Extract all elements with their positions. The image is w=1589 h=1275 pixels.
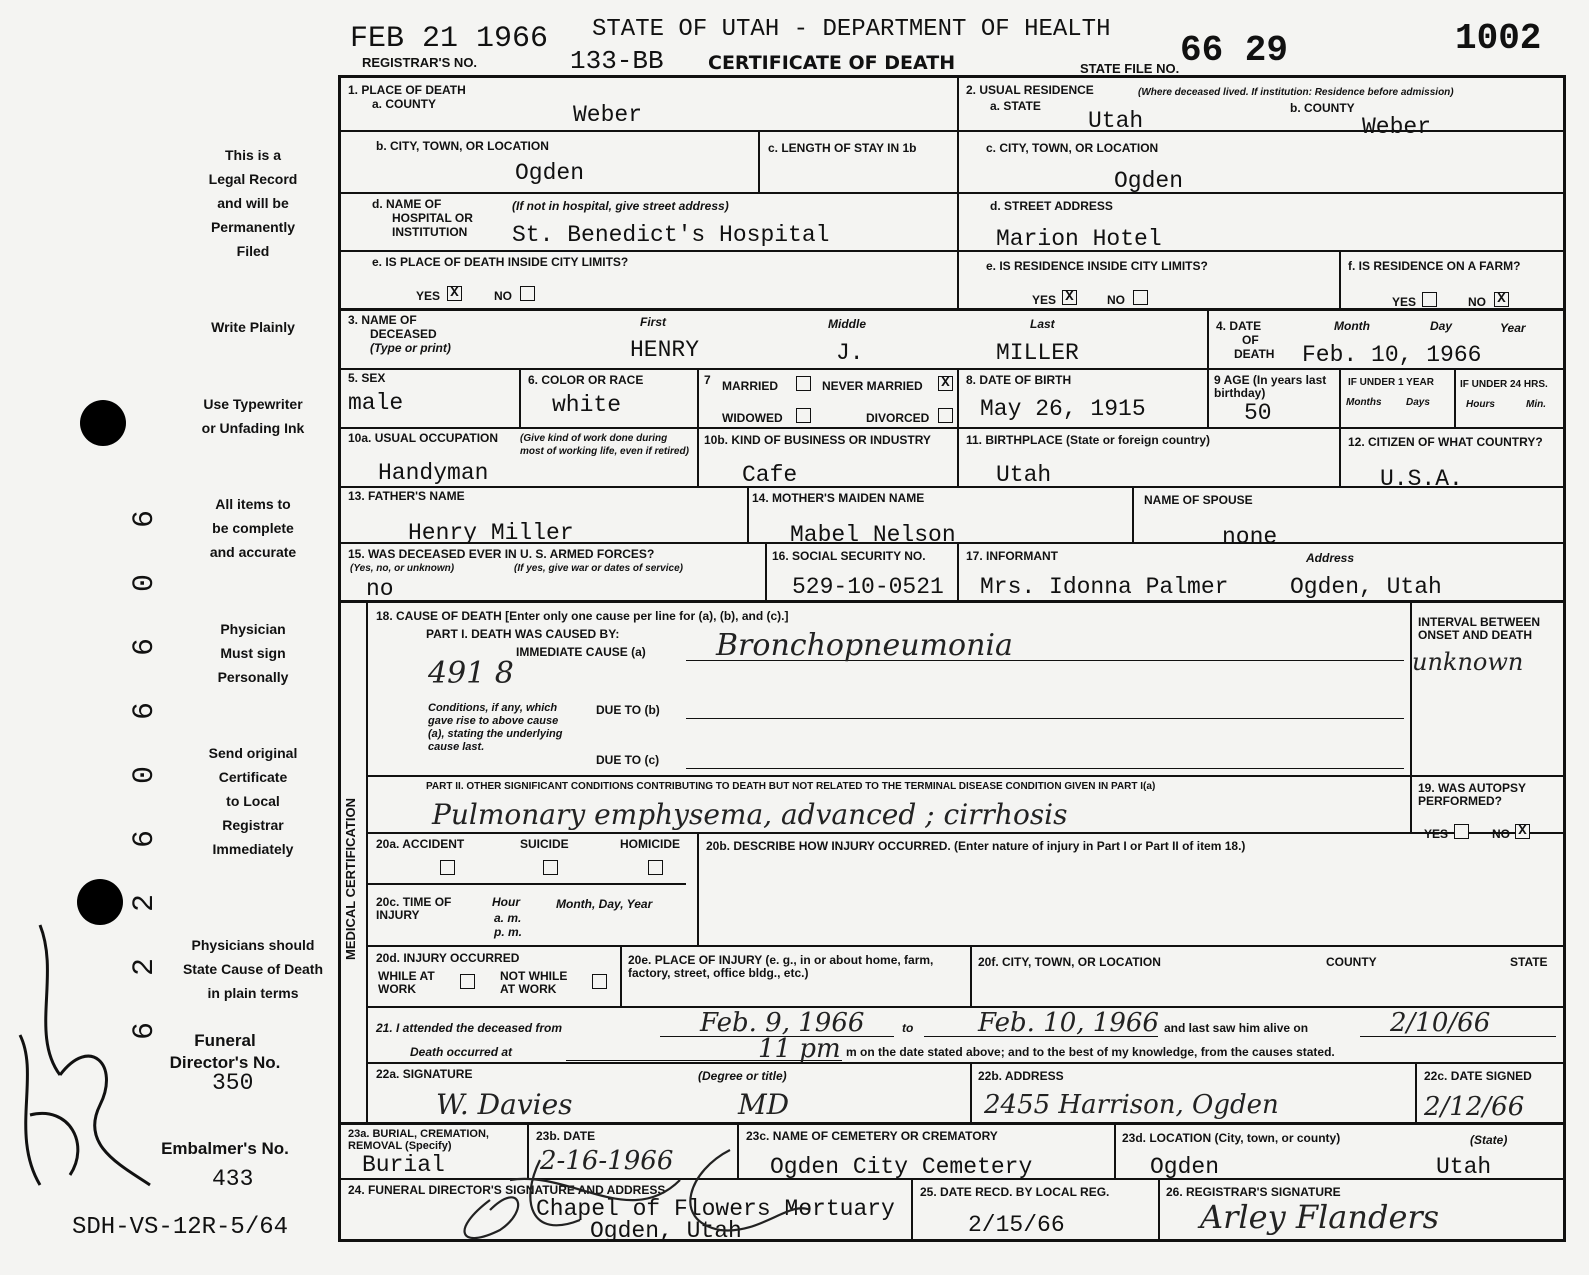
burial-date-value: 2-16-1966: [540, 1146, 674, 1176]
armed-note-2: (If yes, give war or dates of service): [514, 563, 683, 574]
widowed-checkbox[interactable]: [796, 408, 811, 423]
father-label: 13. FATHER'S NAME: [348, 489, 465, 503]
date-signed-label: 22c. DATE SIGNED: [1424, 1069, 1532, 1083]
citizen-value: U.S.A.: [1380, 466, 1463, 492]
under-24-hrs-label: IF UNDER 24 HRS.: [1460, 379, 1548, 390]
armed-forces-label: 15. WAS DECEASED EVER IN U. S. ARMED FORCES?: [348, 547, 655, 561]
serial-number: 1002: [1455, 18, 1542, 59]
yes-label: YES: [416, 289, 441, 303]
interval-label: INTERVAL BETWEEN ONSET AND DEATH: [1418, 615, 1541, 642]
occupation-note: (Give kind of work done during most of working life, even if retired): [520, 433, 689, 457]
physician-degree: MD: [738, 1088, 790, 1121]
cemetery-label: 23c. NAME OF CEMETERY OR CREMATORY: [746, 1129, 998, 1143]
dob-label: 8. DATE OF BIRTH: [966, 373, 1072, 387]
informant-value: Mrs. Idonna Palmer: [980, 574, 1229, 600]
item7-label: 7: [704, 373, 711, 387]
funeral-city-value: Ogden, Utah: [590, 1218, 742, 1244]
spouse-label: NAME OF SPOUSE: [1144, 493, 1253, 507]
degree-label: (Degree or title): [698, 1069, 787, 1083]
informant-label: 17. INFORMANT: [966, 549, 1059, 563]
autopsy-yes-label: YES: [1424, 827, 1449, 841]
divorced-checkbox[interactable]: [938, 408, 953, 423]
street-address-value: Marion Hotel: [996, 226, 1162, 252]
physician-note: Physician Must sign Personally: [217, 621, 289, 685]
ssn-value: 529-10-0521: [792, 574, 944, 600]
residence-state-label: a. STATE: [990, 99, 1041, 113]
place-of-injury-label: 20e. PLACE OF INJURY (e. g., in or about home, farm, factory, street, office bldg., etc.): [628, 953, 934, 980]
mother-label: 14. MOTHER'S MAIDEN NAME: [752, 491, 925, 505]
county-label: a. COUNTY: [372, 97, 437, 111]
sex-value: male: [348, 390, 404, 416]
widowed-label: WIDOWED: [722, 411, 783, 425]
no-label: NO: [1468, 295, 1486, 309]
informant-address-label: Address: [1306, 551, 1355, 565]
spouse-value: none: [1222, 524, 1278, 550]
physician-signature-label: 22a. SIGNATURE: [376, 1067, 473, 1081]
vertical-serial: 6 2 2 6 0 6 6 0 6: [128, 495, 162, 1040]
state-file-no: 66 29: [1180, 30, 1289, 71]
death-limits-no-checkbox[interactable]: [520, 286, 535, 301]
occupation-value: Handyman: [378, 460, 489, 486]
part2-value: Pulmonary emphysema, advanced ; cirrhosis: [432, 798, 1068, 831]
to-label: to: [902, 1021, 914, 1035]
funeral-director-label: Funeral Director's No.: [169, 1031, 281, 1072]
yes-label: YES: [1032, 293, 1057, 307]
residence-city-value: Ogden: [1114, 168, 1184, 194]
physician-signature: W. Davies: [436, 1088, 573, 1121]
residence-city-label: c. CITY, TOWN, OR LOCATION: [986, 141, 1159, 155]
suicide-checkbox[interactable]: [543, 860, 558, 875]
death-inside-limits-label: e. IS PLACE OF DEATH INSIDE CITY LIMITS?: [372, 255, 629, 269]
physician-address-label: 22b. ADDRESS: [978, 1069, 1064, 1083]
no-label: NO: [494, 289, 512, 303]
homicide-label: HOMICIDE: [620, 837, 680, 851]
residence-county-label: b. COUNTY: [1290, 101, 1355, 115]
street-address-label: d. STREET ADDRESS: [990, 199, 1113, 213]
funeral-home-value: Chapel of Flowers Mortuary: [536, 1196, 895, 1222]
registrar-no-label: REGISTRAR'S NO.: [362, 55, 478, 70]
mother-value: Mabel Nelson: [790, 522, 956, 548]
registrar-no: 133-BB: [570, 46, 664, 76]
death-city-value: Ogden: [515, 160, 585, 186]
location-value: Ogden: [1150, 1154, 1220, 1180]
birthplace-value: Utah: [996, 462, 1052, 488]
dob-value: May 26, 1915: [980, 396, 1146, 422]
agency-title: STATE OF UTAH - DEPARTMENT OF HEALTH: [592, 16, 1111, 43]
death-occurred-tail: m on the date stated above; and to the best of my knowledge, from the causes stated.: [846, 1045, 1335, 1059]
not-while-at-work-checkbox[interactable]: [592, 974, 607, 989]
burial-label: 23a. BURIAL, CREMATION, REMOVAL (Specify): [348, 1128, 489, 1152]
funeral-director-no: 350: [212, 1070, 254, 1096]
registrar-signature: Arley Flanders: [1200, 1198, 1440, 1236]
hospital-label-1: d. NAME OF: [372, 197, 442, 211]
homicide-checkbox[interactable]: [648, 860, 663, 875]
injury-description-label: 20b. DESCRIBE HOW INJURY OCCURRED. (Enter nature of injury in Part I or Part II of item 18.): [706, 839, 1246, 853]
registrar-signature-label: 26. REGISTRAR'S SIGNATURE: [1166, 1185, 1341, 1199]
hours-label: Hours: [1466, 399, 1495, 410]
date-of-death-label-1: 4. DATE: [1216, 319, 1262, 333]
plain-terms-note: Physicians should State Cause of Death in plain terms: [182, 937, 324, 1001]
place-of-death-label: 1. PLACE OF DEATH: [348, 83, 466, 97]
death-occurred-label: Death occurred at: [410, 1045, 513, 1059]
cause-of-death-label: 18. CAUSE OF DEATH [Enter only one cause per line for (a), (b), and (c).]: [376, 609, 789, 623]
punch-hole: [80, 400, 126, 446]
day-label: Day: [1430, 319, 1453, 333]
burial-date-label: 23b. DATE: [536, 1129, 596, 1143]
last-saw-value: 2/10/66: [1390, 1008, 1491, 1038]
attended-from-value: Feb. 9, 1966: [700, 1008, 865, 1038]
residence-inside-limits-label: e. IS RESIDENCE INSIDE CITY LIMITS?: [986, 259, 1208, 273]
birthplace-label: 11. BIRTHPLACE (State or foreign country): [966, 433, 1211, 447]
residence-county-value: Weber: [1362, 114, 1432, 140]
occupation-label: 10a. USUAL OCCUPATION: [348, 431, 499, 445]
deceased-name-label-1: 3. NAME OF: [348, 313, 417, 327]
send-original-note: Send original Certificate to Local Registrar Immediately: [208, 745, 298, 857]
due-to-b-label: DUE TO (b): [596, 703, 660, 717]
married-checkbox[interactable]: [796, 376, 811, 391]
location-label: 23d. LOCATION (City, town, or county): [1122, 1131, 1341, 1145]
death-county-value: Weber: [573, 102, 643, 128]
while-at-work-label: WHILE AT WORK: [378, 969, 435, 996]
last-label: Last: [1030, 317, 1055, 331]
divorced-label: DIVORCED: [866, 411, 930, 425]
race-label: 6. COLOR OR RACE: [528, 373, 644, 387]
legal-record-note: This is a Legal Record and will be Permanently Filed: [208, 147, 298, 259]
stamp-date: FEB 21 1966: [350, 22, 549, 56]
time-of-injury-label: 20c. TIME OF INJURY: [376, 895, 452, 922]
death-limits-yes-checkbox[interactable]: X: [447, 286, 462, 301]
ssn-label: 16. SOCIAL SECURITY NO.: [772, 549, 926, 563]
injury-city-label: 20f. CITY, TOWN, OR LOCATION: [978, 955, 1161, 969]
immediate-cause-label: IMMEDIATE CAUSE (a): [516, 645, 646, 659]
hospital-note: (If not in hospital, give street address): [512, 199, 729, 213]
disease-code: 491 8: [428, 656, 514, 691]
date-received-value: 2/15/66: [968, 1212, 1065, 1238]
sex-label: 5. SEX: [348, 371, 386, 385]
residence-limits-yes-checkbox[interactable]: X: [1062, 290, 1077, 305]
state-file-label: STATE FILE NO.: [1080, 61, 1180, 76]
last-name-value: MILLER: [996, 340, 1079, 366]
middle-name-value: J.: [836, 340, 864, 366]
conditions-note: Conditions, if any, which gave rise to above cause (a), stating the underlying cause last.: [428, 702, 563, 753]
farm-yes-checkbox[interactable]: [1422, 292, 1437, 307]
death-occurred-value: 11 pm: [758, 1034, 841, 1064]
length-of-stay-label: c. LENGTH OF STAY IN 1b: [768, 141, 917, 155]
armed-note-1: (Yes, no, or unknown): [350, 563, 455, 574]
funeral-director-sig-label: 24. FUNERAL DIRECTOR'S SIGNATURE AND ADDRESS: [348, 1183, 666, 1197]
age-label: 9 AGE (In years last birthday): [1214, 373, 1327, 400]
attended-to-value: Feb. 10, 1966: [978, 1008, 1159, 1038]
location-state-value: Utah: [1436, 1154, 1492, 1180]
typewriter-note: Use Typewriter or Unfading Ink: [201, 396, 305, 436]
interval-value: unknown: [1412, 648, 1524, 676]
business-label: 10b. KIND OF BUSINESS OR INDUSTRY: [704, 433, 931, 447]
date-of-death-value: Feb. 10, 1966: [1302, 342, 1482, 368]
hospital-label-3: INSTITUTION: [392, 225, 468, 239]
autopsy-no-label: NO: [1492, 827, 1510, 841]
injury-county-label: COUNTY: [1326, 955, 1377, 969]
no-label: NO: [1107, 293, 1125, 307]
month-label: Month: [1334, 319, 1370, 333]
part1-label: PART I. DEATH WAS CAUSED BY:: [426, 627, 620, 641]
farm-no-checkbox[interactable]: X: [1494, 292, 1509, 307]
immediate-cause-value: Bronchopneumonia: [716, 628, 1013, 663]
physician-address: 2455 Harrison, Ogden: [984, 1090, 1279, 1120]
part2-label: PART II. OTHER SIGNIFICANT CONDITIONS CONTRIBUTING TO DEATH BUT NOT RELATED TO THE TERMINAL DISEASE CONDITION GIVEN IN PART I(a): [426, 781, 1156, 792]
injury-occurred-label: 20d. INJURY OCCURRED: [376, 951, 520, 965]
autopsy-yes-checkbox[interactable]: [1454, 824, 1469, 839]
document-title: CERTIFICATE OF DEATH: [708, 52, 956, 74]
yes-label: YES: [1392, 295, 1417, 309]
accident-checkbox[interactable]: [440, 860, 455, 875]
location-state-label: (State): [1470, 1133, 1508, 1147]
autopsy-no-checkbox[interactable]: X: [1515, 824, 1530, 839]
first-name-value: HENRY: [630, 337, 700, 363]
year-label: Year: [1500, 321, 1526, 335]
date-signed-value: 2/12/66: [1424, 1092, 1525, 1122]
armed-forces-value: no: [366, 576, 394, 602]
informant-address-value: Ogden, Utah: [1290, 574, 1442, 600]
while-at-work-checkbox[interactable]: [460, 974, 475, 989]
cemetery-value: Ogden City Cemetery: [770, 1154, 1033, 1180]
hospital-value: St. Benedict's Hospital: [512, 222, 830, 248]
form-code: SDH-VS-12R-5/64: [72, 1214, 289, 1241]
middle-label: Middle: [828, 317, 866, 331]
month-day-year-label: Month, Day, Year: [556, 897, 653, 911]
deceased-name-label-3: (Type or print): [370, 341, 451, 355]
injury-state-label: STATE: [1510, 955, 1548, 969]
months-label: Months: [1346, 397, 1382, 408]
embalmer-no: 433: [212, 1166, 254, 1192]
hospital-label-2: HOSPITAL OR: [392, 211, 473, 225]
first-label: First: [640, 315, 667, 329]
never-married-checkbox[interactable]: X: [938, 376, 953, 391]
citizen-label: 12. CITIZEN OF WHAT COUNTRY?: [1348, 435, 1543, 449]
residence-state-value: Utah: [1088, 108, 1144, 134]
residence-limits-no-checkbox[interactable]: [1133, 290, 1148, 305]
pm-label: p. m.: [494, 925, 523, 939]
deceased-name-label-2: DECEASED: [370, 327, 437, 341]
farm-label: f. IS RESIDENCE ON A FARM?: [1348, 259, 1521, 273]
funeral-director-signature: [430, 1140, 870, 1250]
due-to-c-label: DUE TO (c): [596, 753, 660, 767]
days-label: Days: [1406, 397, 1430, 408]
autopsy-label: 19. WAS AUTOPSY PERFORMED?: [1418, 781, 1526, 808]
race-value: white: [552, 392, 622, 418]
death-city-label: b. CITY, TOWN, OR LOCATION: [376, 139, 549, 153]
last-saw-label: and last saw him alive on: [1164, 1021, 1309, 1035]
date-received-label: 25. DATE RECD. BY LOCAL REG.: [920, 1185, 1110, 1199]
date-of-death-label-3: DEATH: [1234, 347, 1275, 361]
am-label: a. m.: [494, 911, 522, 925]
age-value: 50: [1244, 400, 1272, 426]
residence-note: (Where deceased lived. If institution: Residence before admission): [1138, 87, 1454, 98]
min-label: Min.: [1526, 399, 1546, 410]
not-while-at-work-label: NOT WHILE AT WORK: [500, 969, 568, 996]
attended-label: 21. I attended the deceased from: [376, 1021, 563, 1035]
margin-handwritten-mark: [0, 915, 170, 1215]
accident-label: 20a. ACCIDENT: [376, 837, 465, 851]
embalmer-label: Embalmer's No.: [161, 1139, 289, 1158]
suicide-label: SUICIDE: [520, 837, 569, 851]
married-label: MARRIED: [722, 379, 778, 393]
write-plainly-note: Write Plainly: [211, 319, 295, 335]
date-of-death-label-2: OF: [1242, 333, 1259, 347]
never-married-label: NEVER MARRIED: [822, 379, 923, 393]
burial-value: Burial: [362, 1152, 445, 1178]
hour-label: Hour: [492, 895, 520, 909]
residence-label: 2. USUAL RESIDENCE: [966, 83, 1094, 97]
under-1-year-label: IF UNDER 1 YEAR: [1348, 377, 1434, 388]
business-value: Cafe: [742, 462, 798, 488]
complete-note: All items to be complete and accurate: [209, 496, 297, 560]
medical-certification-side-label: MEDICAL CERTIFICATION: [343, 797, 358, 960]
father-value: Henry Miller: [408, 520, 574, 546]
